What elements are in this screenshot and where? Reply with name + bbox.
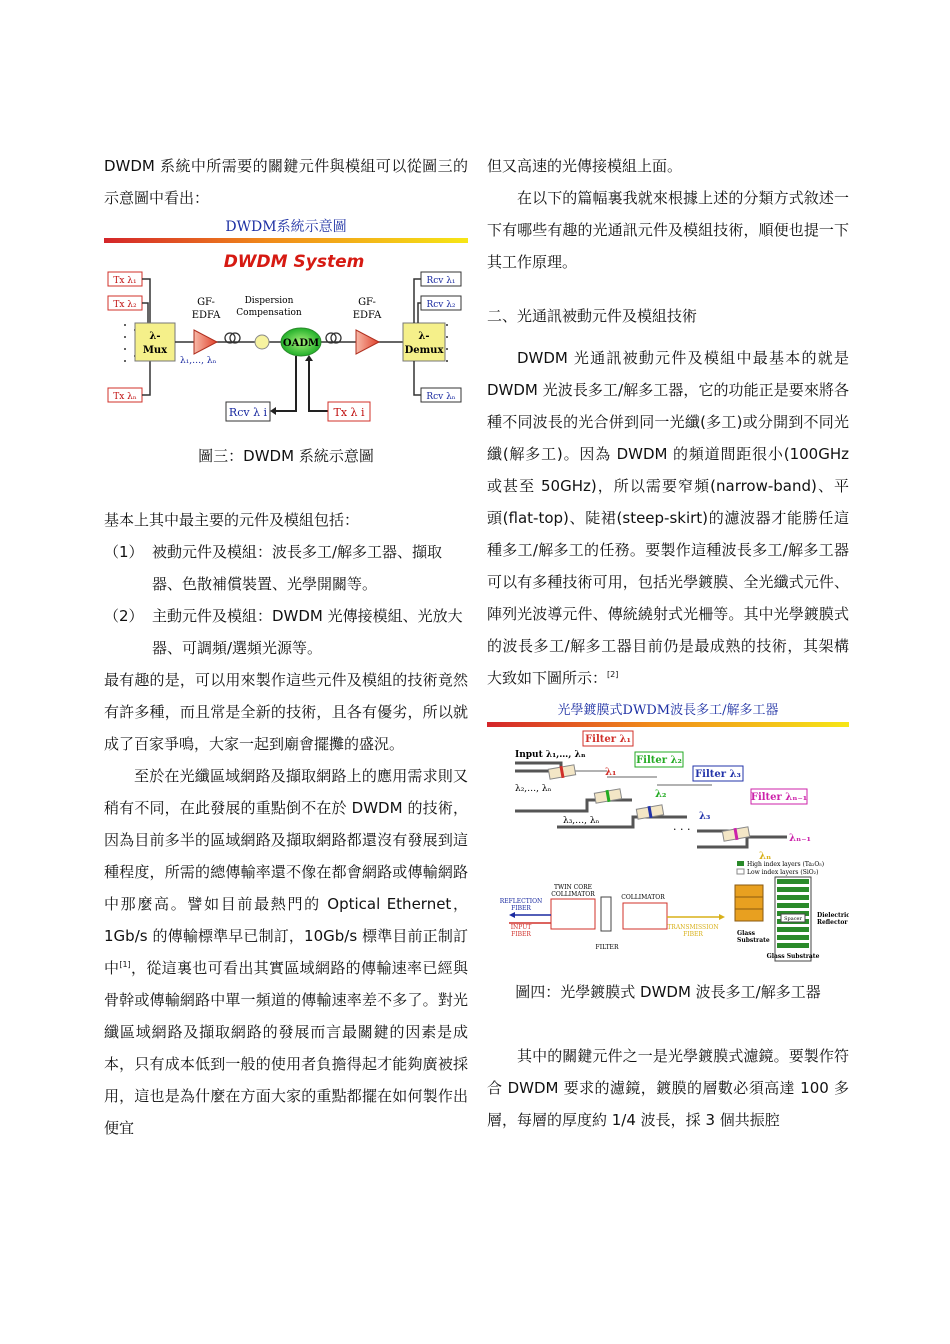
paragraph-outline: 在以下的篇幅裏我就來根據上述的分類方式敘述一下有哪些有趣的光通訊元件及模組技術，順便也提一下其工作原理。 bbox=[487, 189, 849, 271]
filter-element-1 bbox=[548, 765, 575, 779]
paragraph-components: 基本上其中最主要的元件及模組包括： bbox=[104, 511, 360, 529]
layer-legend bbox=[737, 861, 824, 876]
rcv-dots bbox=[446, 324, 448, 362]
svg-text:Rcv λ₂: Rcv λ₂ bbox=[426, 300, 456, 310]
paragraph-continued: 但又高速的光傳接模組上面。 bbox=[487, 157, 683, 175]
input-fiber-label bbox=[511, 924, 532, 938]
collimator bbox=[621, 894, 667, 929]
figure-4-caption: 圖四：光學鍍膜式 DWDM 波長多工/解多工器 bbox=[515, 983, 821, 1001]
filter-lambda-3-label bbox=[693, 766, 743, 781]
figure-3-title: DWDM系統示意圖 bbox=[225, 219, 347, 235]
svg-text:COLLIMATOR: COLLIMATOR bbox=[551, 891, 595, 898]
figure-4-title: 光學鍍膜式DWDM波長多工/解多工器 bbox=[557, 703, 779, 718]
cascade-dots: · · · bbox=[673, 823, 691, 836]
svg-text:Filter λ₃: Filter λ₃ bbox=[695, 769, 741, 780]
rcv-lambda-1-box bbox=[421, 272, 461, 286]
left-column bbox=[104, 150, 468, 1144]
filter-lambda-n-1-label bbox=[751, 789, 807, 804]
oadm-node bbox=[281, 328, 321, 356]
svg-text:GF-: GF- bbox=[197, 297, 215, 308]
rcv-lambda-n-box bbox=[421, 388, 461, 402]
paragraph-filter: 其中的關鍵元件之一是光學鍍膜式濾鏡。要製作符合 DWDM 要求的濾鏡，鍍膜的層數必須高達 100 多層，每層的厚度約 1/4 波長，採 3 個共振腔 bbox=[487, 1047, 849, 1129]
lambda-range-label: λ₁,…, λₙ bbox=[180, 356, 217, 366]
svg-text:Mux: Mux bbox=[142, 345, 168, 356]
output-lambda-2: λ₂ bbox=[655, 789, 667, 800]
svg-text:Dispersion: Dispersion bbox=[244, 296, 294, 306]
svg-text:TWIN CORE: TWIN CORE bbox=[553, 884, 593, 891]
remaining-lambda-2-n: λ₂,…, λₙ bbox=[515, 784, 552, 794]
tx-lambda-2-box bbox=[108, 296, 142, 310]
rcv-lambda-i-box bbox=[226, 402, 270, 421]
svg-text:EDFA: EDFA bbox=[352, 310, 382, 321]
svg-text:Glass: Glass bbox=[737, 930, 756, 937]
svg-text:Rcv λ i: Rcv λ i bbox=[228, 406, 268, 419]
fiber-highlights bbox=[561, 771, 712, 785]
glass-substrate-block bbox=[735, 885, 770, 944]
svg-text:Demux: Demux bbox=[404, 345, 444, 356]
tx-dots bbox=[124, 324, 126, 362]
svg-text:Filter λₙ₋₁: Filter λₙ₋₁ bbox=[750, 792, 808, 803]
reference-1: [1] bbox=[119, 960, 131, 969]
list-number: （2） bbox=[104, 607, 144, 625]
svg-text:Tx λ₁: Tx λ₁ bbox=[113, 276, 137, 286]
filter-slab bbox=[601, 897, 611, 931]
svg-text:Dielectric: Dielectric bbox=[817, 912, 849, 919]
mux-box bbox=[135, 323, 175, 361]
transmission-fiber-label bbox=[667, 924, 718, 938]
svg-text:Filter λ₁: Filter λ₁ bbox=[585, 734, 631, 745]
dwdm-system-heading: DWDM System bbox=[223, 252, 365, 272]
svg-text:EDFA: EDFA bbox=[191, 310, 221, 321]
svg-text:Tx λ i: Tx λ i bbox=[333, 406, 365, 419]
svg-text:TRANSMISSION: TRANSMISSION bbox=[667, 924, 719, 931]
drop-add-arrows bbox=[270, 355, 328, 415]
tx-lambda-i-box bbox=[328, 402, 370, 421]
filter-lambda-2-label bbox=[635, 752, 683, 767]
dielectric-stack bbox=[767, 877, 820, 961]
beam-arrows bbox=[509, 912, 725, 923]
paragraph-wdm: DWDM 光通訊被動元件及模組中最基本的就是 DWDM 光波長多工/解多工器，它的功能正是要來將各種不同波長的光合併到同一光纖(多工)或分開到不同光纖(解多工)。因為 DWDM 的頻道間距很小(100GHz 或甚至 50GHz)，所以需要窄頻(narrow-band)、平頭(flat-top)、陡裙(steep-skirt)的濾波器才能勝任這種多工/解多工的任務。要製作這種波長多工/解多工器可以有多種技術可用，包括光學鍍膜、全光纖式元件、陣列光波導元件、傳統繞射式光柵等。其中光學鍍膜式的波長多工/解多工器目前仍是最成熟的技術，其架構大致如下圖所示：[2] bbox=[487, 349, 849, 687]
figure-3 bbox=[104, 216, 468, 436]
paragraph-lan: 至於在光纖區域網路及擷取網路上的應用需求則又稍有不同，在此發展的重點倒不在於 DWDM 的技術，因為目前多半的區域網路及擷取網路都還沒有發展到這種程度，所需的總傳輸率還不像在都會網路或傳輸網路中那麼高。譬如目前最熱門的 Optical Ethernet，1Gb/s 的傳輸標準早已制訂，10Gb/s 標準目前正制訂中[1]，從這裏也可看出其實區域網路的傳輸速率已經與骨幹或傳輸網路中單一頻道的傳輸速率差不多了。對光纖區域網路及擷取網路的發展而言最關鍵的因素是成本，只有成本低到一般的使用者負擔得起才能夠廣被採用，這也是為什麼在方面大家的重點都擺在如何製作出便宜 bbox=[104, 767, 468, 1137]
svg-text:FIBER: FIBER bbox=[511, 905, 531, 912]
paragraph-interesting: 最有趣的是，可以用來製作這些元件及模組的技術竟然有許多種，而且常是全新的技術，且各有優劣，所以就成了百家爭鳴，大家一起到廟會擺攤的盛況。 bbox=[104, 671, 468, 753]
list-number: （1） bbox=[104, 543, 144, 561]
output-lambda-n: λₙ bbox=[759, 851, 772, 862]
filter-lambda-1-label bbox=[583, 731, 633, 746]
svg-text:Reflector: Reflector bbox=[817, 919, 848, 926]
svg-text:Substrate: Substrate bbox=[737, 937, 770, 944]
dwdm-system-diagram bbox=[104, 243, 468, 425]
twin-core-collimator bbox=[551, 884, 595, 929]
reference-2: [2] bbox=[607, 670, 619, 679]
svg-text:Rcv λ₁: Rcv λ₁ bbox=[426, 276, 456, 286]
tx-lambda-1-box bbox=[108, 272, 142, 286]
svg-text:GF-: GF- bbox=[358, 297, 376, 308]
input-label: Input λ₁,…, λₙ bbox=[515, 750, 586, 760]
svg-text:Filter λ₂: Filter λ₂ bbox=[636, 755, 682, 766]
figure-4 bbox=[487, 700, 849, 976]
remaining-lambda-3-n: λ₃,…, λₙ bbox=[563, 816, 600, 826]
svg-text:OADM: OADM bbox=[282, 338, 320, 349]
output-lambda-3: λ₃ bbox=[699, 811, 711, 822]
rcv-lambda-2-box bbox=[421, 296, 461, 310]
list-item bbox=[104, 600, 468, 664]
output-lambda-1: λ₁ bbox=[605, 767, 617, 778]
paragraph-intro: DWDM 系統中所需要的關鍵元件與模組可以從圖三的示意圖中看出： bbox=[104, 157, 468, 207]
section-heading: 二、光通訊被動元件及模組技術 bbox=[487, 307, 698, 325]
figure-3-caption: 圖三：DWDM 系統示意圖 bbox=[198, 447, 374, 465]
svg-text:FIBER: FIBER bbox=[511, 931, 531, 938]
gf-edfa-1 bbox=[192, 297, 221, 354]
svg-text:REFLECTION: REFLECTION bbox=[499, 898, 543, 905]
svg-text:Rcv λₙ: Rcv λₙ bbox=[426, 392, 456, 402]
list-item bbox=[104, 536, 468, 600]
right-column bbox=[487, 150, 849, 1136]
list-text: 主動元件及模組：DWDM 光傳接模組、光放大器、可調頻/選頻光源等。 bbox=[152, 607, 463, 657]
tx-lambda-n-box bbox=[108, 388, 142, 402]
svg-text:Compensation: Compensation bbox=[236, 308, 302, 318]
svg-text:λ-: λ- bbox=[418, 331, 430, 342]
svg-text:INPUT: INPUT bbox=[510, 924, 532, 931]
gf-edfa-2 bbox=[353, 297, 382, 354]
dielectric-reflector-label bbox=[817, 912, 849, 926]
svg-text:Spacer: Spacer bbox=[784, 916, 802, 922]
svg-text:COLLIMATOR: COLLIMATOR bbox=[621, 894, 665, 901]
svg-text:High index layers (Ta₂O₅): High index layers (Ta₂O₅) bbox=[747, 861, 825, 868]
reflection-fiber-label bbox=[500, 898, 543, 912]
output-lambda-n-1: λₙ₋₁ bbox=[789, 833, 811, 844]
svg-text:Tx λₙ: Tx λₙ bbox=[113, 392, 137, 402]
filter-label: FILTER bbox=[595, 944, 619, 951]
list-text: 被動元件及模組：波長多工/解多工器、擷取器、色散補償裝置、光學開關等。 bbox=[152, 543, 443, 593]
thin-film-mux-diagram bbox=[487, 727, 849, 965]
demux-box bbox=[403, 323, 445, 361]
svg-text:Tx λ₂: Tx λ₂ bbox=[113, 300, 137, 310]
svg-text:λ-: λ- bbox=[149, 331, 161, 342]
svg-text:FIBER: FIBER bbox=[683, 931, 703, 938]
svg-text:Glass Substrate: Glass Substrate bbox=[766, 953, 820, 960]
svg-text:Low index layers (SiO₂): Low index layers (SiO₂) bbox=[747, 869, 819, 876]
